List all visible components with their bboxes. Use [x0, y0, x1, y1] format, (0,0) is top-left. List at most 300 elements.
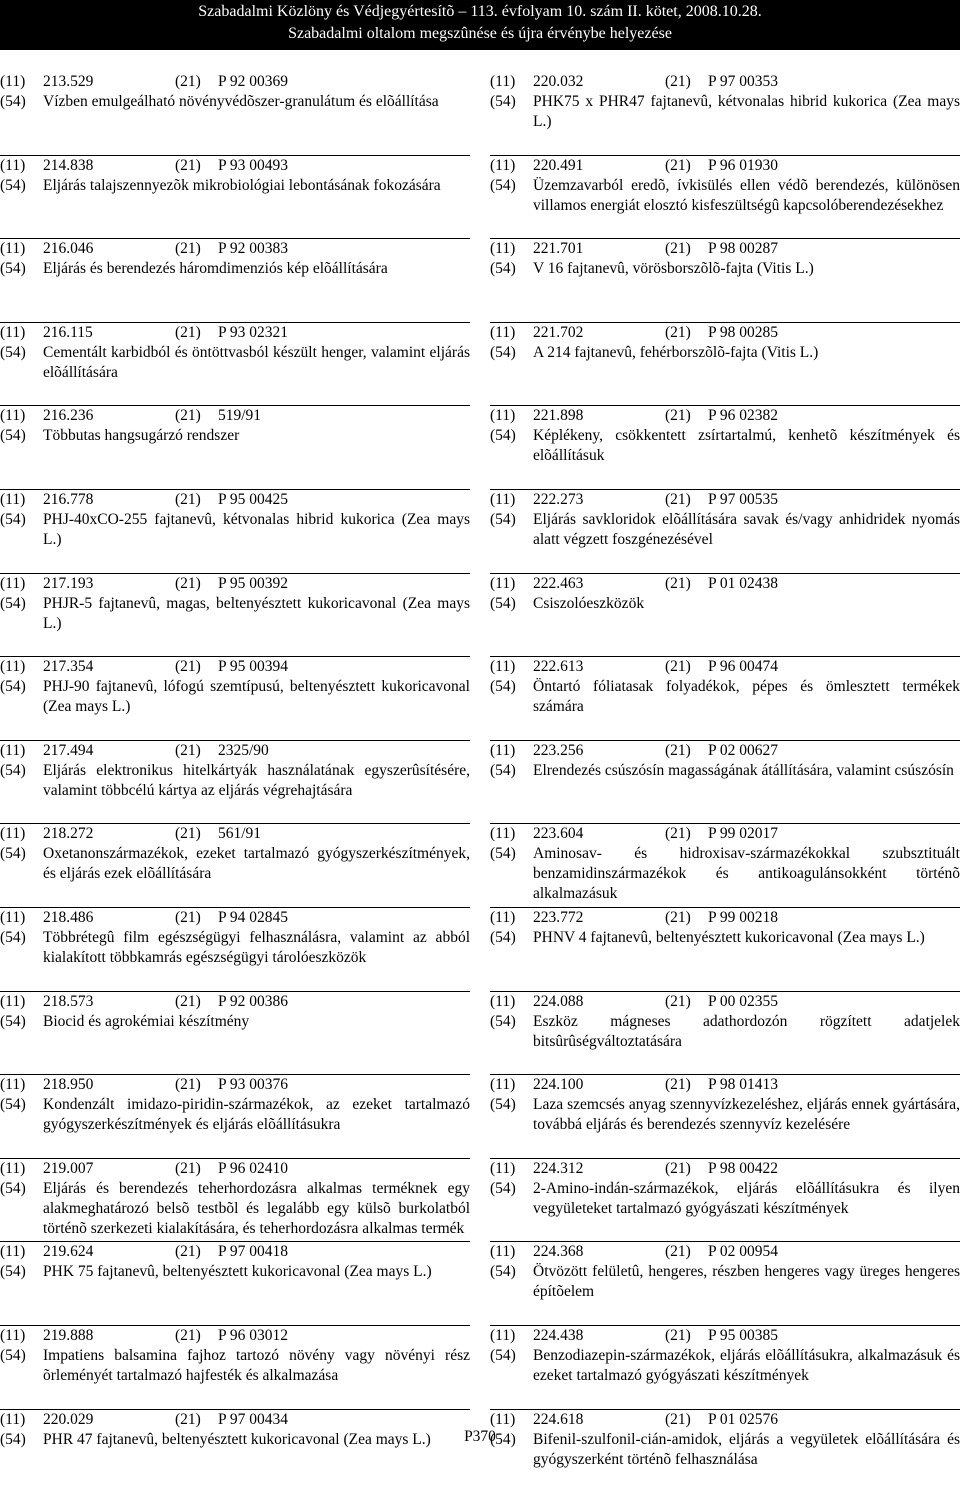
code-11-label: (11) — [0, 490, 25, 510]
patent-title: Eljárás és berendezés háromdimenziós kép elõállítására — [43, 259, 470, 279]
patent-number: 222.273 — [533, 490, 583, 510]
code-21-label: (21) — [665, 992, 691, 1012]
code-54-label: (54) — [490, 426, 516, 446]
code-11-label: (11) — [0, 323, 25, 343]
code-11-label: (11) — [0, 1242, 25, 1262]
patent-title: 2-Amino-indán-származékok, eljárás elõállításukra és ilyen vegyületeket tartalmazó gyógyászati készítmények — [533, 1179, 960, 1219]
code-21-label: (21) — [665, 824, 691, 844]
application-number: P 95 00394 — [218, 657, 288, 677]
code-21-label: (21) — [175, 323, 201, 343]
application-number: P 95 00425 — [218, 490, 288, 510]
patent-title-line — [490, 1095, 960, 1135]
patent-entry — [0, 992, 470, 1076]
patent-title: Oxetanonszármazékok, ezeket tartalmazó gyógyszerkészítmények, és eljárás ezek elõállítására — [43, 844, 470, 884]
patent-number-line — [0, 574, 470, 594]
patent-number-line — [490, 1159, 960, 1179]
patent-entry — [490, 1326, 960, 1410]
patent-number: 223.256 — [533, 741, 583, 761]
patent-number: 218.573 — [43, 992, 93, 1012]
page-number: P370 — [0, 1428, 960, 1446]
patent-title: PHK 75 fajtanevû, beltenyésztett kukoricavonal (Zea mays L.) — [43, 1262, 470, 1282]
patent-number: 221.702 — [533, 323, 583, 343]
code-54-label: (54) — [490, 594, 516, 614]
patent-number: 219.624 — [43, 1242, 93, 1262]
patent-title-line — [490, 176, 960, 216]
code-54-label: (54) — [0, 176, 26, 196]
application-number: P 93 02321 — [218, 323, 288, 343]
code-54-label: (54) — [0, 844, 26, 864]
application-number: P 94 02845 — [218, 908, 288, 928]
patent-title: Képlékeny, csökkentett zsírtartalmú, kenhetõ készítmények és elõállításuk — [533, 426, 960, 466]
patent-title-line — [0, 343, 470, 383]
code-21-label: (21) — [175, 1326, 201, 1346]
code-54-label: (54) — [490, 1430, 516, 1450]
application-number: P 96 00474 — [708, 657, 778, 677]
patent-entry — [0, 1075, 470, 1159]
code-54-label: (54) — [0, 1012, 26, 1032]
application-number: P 95 00385 — [708, 1326, 778, 1346]
patent-title-line — [0, 1262, 470, 1282]
patent-title: V 16 fajtanevû, vörösborszõlõ-fajta (Vitis L.) — [533, 259, 960, 279]
patent-title: Eljárás savkloridok elõállítására savak és/vagy anhidridek nyomás alatt végzett foszgénezésével — [533, 510, 960, 550]
patent-number: 213.529 — [43, 72, 93, 92]
code-11-label: (11) — [490, 1075, 515, 1095]
patent-entry — [490, 72, 960, 156]
patent-number: 216.115 — [43, 323, 93, 343]
code-21-label: (21) — [175, 992, 201, 1012]
patent-number-line — [0, 323, 470, 343]
code-54-label: (54) — [0, 677, 26, 697]
patent-number-line — [490, 741, 960, 761]
patent-number-line — [0, 1159, 470, 1179]
code-11-label: (11) — [0, 824, 25, 844]
code-21-label: (21) — [175, 239, 201, 259]
code-11-label: (11) — [490, 239, 515, 259]
patent-number: 223.772 — [533, 908, 583, 928]
patent-number: 220.029 — [43, 1410, 93, 1430]
patent-title: Többrétegû film egészségügyi felhasználásra, valamint az abból kialakított többkamrás egészségügyi tárolóeszközök — [43, 928, 470, 968]
code-54-label: (54) — [490, 928, 516, 948]
patent-title-line — [0, 176, 470, 196]
code-54-label: (54) — [490, 259, 516, 279]
patent-number-line — [490, 657, 960, 677]
code-54-label: (54) — [490, 844, 516, 864]
patent-title-line — [0, 510, 470, 550]
patent-number: 222.463 — [533, 574, 583, 594]
patent-entry — [490, 239, 960, 323]
patent-number-line — [0, 406, 470, 426]
code-54-label: (54) — [0, 426, 26, 446]
patent-number-line — [0, 490, 470, 510]
code-54-label: (54) — [490, 1012, 516, 1032]
code-21-label: (21) — [175, 406, 201, 426]
patent-title: Cementált karbidból és öntöttvasból készült henger, valamint eljárás elõállítására — [43, 343, 470, 383]
code-11-label: (11) — [490, 1242, 515, 1262]
patent-number: 221.701 — [533, 239, 583, 259]
code-11-label: (11) — [0, 574, 25, 594]
patent-number-line — [0, 1410, 470, 1430]
code-54-label: (54) — [0, 1179, 26, 1199]
application-number: P 01 02576 — [708, 1410, 778, 1430]
patent-number: 218.950 — [43, 1075, 93, 1095]
code-21-label: (21) — [175, 657, 201, 677]
patent-number: 216.236 — [43, 406, 93, 426]
patent-entry — [0, 741, 470, 825]
code-11-label: (11) — [0, 1159, 25, 1179]
patent-number-line — [490, 1242, 960, 1262]
patent-number-line — [490, 323, 960, 343]
patent-number: 219.888 — [43, 1326, 93, 1346]
patent-number-line — [0, 72, 470, 92]
patent-entry — [490, 156, 960, 240]
code-11-label: (11) — [490, 908, 515, 928]
patent-number: 224.100 — [533, 1075, 583, 1095]
patent-entry — [490, 657, 960, 741]
patent-number-line — [490, 908, 960, 928]
patent-entry — [0, 1159, 470, 1243]
code-11-label: (11) — [490, 156, 515, 176]
code-11-label: (11) — [0, 1326, 25, 1346]
application-number: P 01 02438 — [708, 574, 778, 594]
code-11-label: (11) — [490, 1326, 515, 1346]
patent-title-line — [0, 928, 470, 968]
code-11-label: (11) — [490, 741, 515, 761]
application-number: P 96 02382 — [708, 406, 778, 426]
patent-title: Impatiens balsamina fajhoz tartozó növény vagy növényi rész õrleményét tartalmazó hajfesték és alkalmazása — [43, 1346, 470, 1386]
patent-title-line — [490, 1179, 960, 1219]
application-number: P 92 00386 — [218, 992, 288, 1012]
code-21-label: (21) — [665, 574, 691, 594]
patent-title-line — [0, 1346, 470, 1386]
patent-title: Eljárás és berendezés teherhordozásra alkalmas terméknek egy alakmeghatározó belsõ testbõl és legalább egy külsõ burkolatból történõ szerkezeti kialakítására, és teherhordozásra alkalmas termék — [43, 1179, 470, 1239]
code-54-label: (54) — [490, 677, 516, 697]
code-21-label: (21) — [665, 72, 691, 92]
application-number: P 97 00434 — [218, 1410, 288, 1430]
application-number: P 97 00353 — [708, 72, 778, 92]
code-11-label: (11) — [490, 1410, 515, 1430]
application-number: P 97 00535 — [708, 490, 778, 510]
patent-title-line — [0, 1179, 470, 1239]
code-11-label: (11) — [490, 574, 515, 594]
code-11-label: (11) — [490, 992, 515, 1012]
code-21-label: (21) — [175, 156, 201, 176]
code-21-label: (21) — [665, 1410, 691, 1430]
patent-title: Bifenil-szulfonil-cián-amidok, eljárás a vegyületek elõállítására és gyógyszerként történõ felhasználása — [533, 1430, 960, 1470]
patent-title-line — [490, 594, 960, 614]
patent-title: Biocid és agrokémiai készítmény — [43, 1012, 470, 1032]
code-11-label: (11) — [0, 72, 25, 92]
patent-number: 224.438 — [533, 1326, 583, 1346]
code-11-label: (11) — [490, 323, 515, 343]
code-54-label: (54) — [490, 1179, 516, 1199]
code-21-label: (21) — [175, 741, 201, 761]
patent-title: Ötvözött felületû, hengeres, részben hengeres vagy üreges hengeres építõelem — [533, 1262, 960, 1302]
code-54-label: (54) — [0, 594, 26, 614]
code-11-label: (11) — [0, 1075, 25, 1095]
patent-title: Csiszolóeszközök — [533, 594, 960, 614]
patent-number-line — [490, 992, 960, 1012]
application-number: P 00 02355 — [708, 992, 778, 1012]
code-21-label: (21) — [665, 657, 691, 677]
patent-number-line — [490, 239, 960, 259]
application-number: P 98 00422 — [708, 1159, 778, 1179]
code-21-label: (21) — [175, 1242, 201, 1262]
patent-title: Laza szemcsés anyag szennyvízkezeléshez, eljárás ennek gyártására, továbbá eljárás és berendezés szennyvíz kezelésére — [533, 1095, 960, 1135]
application-number: P 02 00627 — [708, 741, 778, 761]
patent-number: 221.898 — [533, 406, 583, 426]
code-54-label: (54) — [490, 761, 516, 781]
application-number: P 98 00287 — [708, 239, 778, 259]
patent-entry — [0, 824, 470, 908]
patent-entry — [490, 1075, 960, 1159]
code-54-label: (54) — [0, 510, 26, 530]
code-11-label: (11) — [490, 1159, 515, 1179]
code-54-label: (54) — [0, 1346, 26, 1366]
patent-title: Elrendezés csúszósín magasságának átállítására, valamint csúszósín — [533, 761, 960, 781]
application-number: P 98 00285 — [708, 323, 778, 343]
patent-title-line — [0, 677, 470, 717]
patent-entry — [490, 824, 960, 908]
patent-number-line — [490, 72, 960, 92]
code-21-label: (21) — [175, 490, 201, 510]
code-21-label: (21) — [665, 1159, 691, 1179]
patent-number-line — [490, 574, 960, 594]
code-54-label: (54) — [0, 1095, 26, 1115]
patent-title: Kondenzált imidazo-piridin-származékok, az ezeket tartalmazó gyógyszerkészítmények és eljárás elõállításukra — [43, 1095, 470, 1135]
patent-entry — [490, 1410, 960, 1493]
code-11-label: (11) — [0, 992, 25, 1012]
code-11-label: (11) — [0, 406, 25, 426]
patent-title-line — [490, 761, 960, 781]
patent-number-line — [0, 1242, 470, 1262]
patent-title: Öntartó fóliatasak folyadékok, pépes és ömlesztett termékek számára — [533, 677, 960, 717]
application-number: P 96 03012 — [218, 1326, 288, 1346]
code-54-label: (54) — [490, 1262, 516, 1282]
code-21-label: (21) — [665, 1326, 691, 1346]
patent-title: PHJ-40xCO-255 fajtanevû, kétvonalas hibrid kukorica (Zea mays L.) — [43, 510, 470, 550]
code-11-label: (11) — [0, 741, 25, 761]
code-21-label: (21) — [665, 1075, 691, 1095]
code-21-label: (21) — [665, 323, 691, 343]
patent-number-line — [0, 239, 470, 259]
code-54-label: (54) — [490, 343, 516, 363]
patent-number: 217.193 — [43, 574, 93, 594]
patent-number: 220.491 — [533, 156, 583, 176]
patent-title: PHR 47 fajtanevû, beltenyésztett kukoricavonal (Zea mays L.) — [43, 1430, 470, 1450]
left-column — [0, 72, 470, 1493]
patent-title: Aminosav- és hidroxisav-származékokkal szubsztituált benzamidinszármazékok és antikoagulánsokként történõ alkalmazásuk — [533, 844, 960, 904]
application-number: P 92 00383 — [218, 239, 288, 259]
patent-number: 217.354 — [43, 657, 93, 677]
code-11-label: (11) — [0, 1410, 25, 1430]
patent-entry — [0, 657, 470, 741]
patent-entry — [490, 908, 960, 992]
patent-number-line — [490, 1326, 960, 1346]
application-number: P 93 00493 — [218, 156, 288, 176]
code-11-label: (11) — [490, 824, 515, 844]
patent-title-line — [490, 928, 960, 948]
code-21-label: (21) — [175, 574, 201, 594]
patent-title: Eljárás elektronikus hitelkártyák használatának egyszerûsítésére, valamint többcélú kártya az eljárás végrehajtására — [43, 761, 470, 801]
patent-entry — [0, 323, 470, 407]
patent-number: 224.368 — [533, 1242, 583, 1262]
patent-title-line — [490, 426, 960, 466]
patent-number-line — [0, 908, 470, 928]
patent-entry — [0, 1242, 470, 1326]
patent-title-line — [0, 426, 470, 446]
journal-title: Szabadalmi Közlöny és Védjegyértesítõ – 113. évfolyam 10. szám II. kötet, 2008.10.28. — [0, 2, 960, 22]
patent-number: 216.778 — [43, 490, 93, 510]
patent-entry — [490, 1159, 960, 1243]
patent-entry — [0, 490, 470, 574]
code-54-label: (54) — [0, 761, 26, 781]
application-number: P 93 00376 — [218, 1075, 288, 1095]
code-11-label: (11) — [490, 72, 515, 92]
code-54-label: (54) — [0, 259, 26, 279]
code-11-label: (11) — [0, 657, 25, 677]
code-11-label: (11) — [0, 908, 25, 928]
application-number: P 99 02017 — [708, 824, 778, 844]
section-title: Szabadalmi oltalom megszûnése és újra érvénybe helyezése — [0, 24, 960, 44]
patent-number: 220.032 — [533, 72, 583, 92]
patent-title-line — [490, 510, 960, 550]
patent-number: 222.613 — [533, 657, 583, 677]
patent-title: PHK75 x PHR47 fajtanevû, kétvonalas hibrid kukorica (Zea mays L.) — [533, 92, 960, 132]
patent-number-line — [0, 741, 470, 761]
patent-title-line — [490, 1262, 960, 1302]
code-54-label: (54) — [490, 92, 516, 112]
application-number: P 98 01413 — [708, 1075, 778, 1095]
application-number: P 02 00954 — [708, 1242, 778, 1262]
code-54-label: (54) — [490, 1095, 516, 1115]
patent-number: 223.604 — [533, 824, 583, 844]
patent-title: Eljárás talajszennyezõk mikrobiológiai lebontásának fokozására — [43, 176, 470, 196]
code-54-label: (54) — [490, 176, 516, 196]
patent-number-line — [0, 824, 470, 844]
patent-title: Többutas hangsugárzó rendszer — [43, 426, 470, 446]
patent-number-line — [0, 657, 470, 677]
code-21-label: (21) — [175, 1159, 201, 1179]
application-number: P 96 01930 — [708, 156, 778, 176]
patent-entry — [0, 908, 470, 992]
patent-entry — [0, 1326, 470, 1410]
code-21-label: (21) — [175, 1410, 201, 1430]
patent-title-line — [490, 677, 960, 717]
patent-title-line — [0, 1012, 470, 1032]
patent-number-line — [0, 156, 470, 176]
patent-entry — [0, 1410, 470, 1493]
code-11-label: (11) — [0, 156, 25, 176]
application-number: P 97 00418 — [218, 1242, 288, 1262]
code-11-label: (11) — [490, 406, 515, 426]
patent-entry — [0, 72, 470, 156]
application-number: P 99 00218 — [708, 908, 778, 928]
patent-title-line — [490, 259, 960, 279]
patent-entry — [0, 406, 470, 490]
patent-entry — [0, 574, 470, 658]
application-number: 561/91 — [218, 824, 261, 844]
code-21-label: (21) — [665, 908, 691, 928]
code-21-label: (21) — [665, 1242, 691, 1262]
patent-title-line — [0, 594, 470, 634]
code-54-label: (54) — [490, 1346, 516, 1366]
patent-number-line — [490, 406, 960, 426]
patent-number: 224.088 — [533, 992, 583, 1012]
patent-title: PHNV 4 fajtanevû, beltenyésztett kukoricavonal (Zea mays L.) — [533, 928, 960, 948]
patent-entry — [0, 239, 470, 323]
patent-title-line — [0, 259, 470, 279]
patent-title-line — [490, 343, 960, 363]
patent-number: 218.486 — [43, 908, 93, 928]
code-11-label: (11) — [490, 490, 515, 510]
patent-title-line — [0, 92, 470, 112]
patent-title-line — [0, 844, 470, 884]
patent-title: Benzodiazepin-származékok, eljárás elõállításukra, alkalmazásuk és ezeket tartalmazó gyógyászati készítmények — [533, 1346, 960, 1386]
code-54-label: (54) — [0, 343, 26, 363]
code-21-label: (21) — [175, 1075, 201, 1095]
patent-entry — [0, 156, 470, 240]
application-number: P 95 00392 — [218, 574, 288, 594]
patent-entry — [490, 992, 960, 1076]
code-54-label: (54) — [490, 510, 516, 530]
patent-number-line — [0, 992, 470, 1012]
code-54-label: (54) — [0, 92, 26, 112]
patent-entry — [490, 741, 960, 825]
patent-number: 216.046 — [43, 239, 93, 259]
patent-number: 217.494 — [43, 741, 93, 761]
patent-title: Vízben emulgeálható növényvédõszer-granulátum és elõállítása — [43, 92, 470, 112]
patent-title-line — [490, 844, 960, 904]
patent-title: Eszköz mágneses adathordozón rögzített adatjelek bitsûrûségváltoztatására — [533, 1012, 960, 1052]
patent-number: 224.312 — [533, 1159, 583, 1179]
application-number: P 96 02410 — [218, 1159, 288, 1179]
patent-number: 224.618 — [533, 1410, 583, 1430]
patent-entry — [490, 323, 960, 407]
code-21-label: (21) — [175, 72, 201, 92]
application-number: 519/91 — [218, 406, 261, 426]
application-number: 2325/90 — [218, 741, 269, 761]
patent-title-line — [0, 761, 470, 801]
patent-entry — [490, 1242, 960, 1326]
patent-number-line — [0, 1075, 470, 1095]
code-21-label: (21) — [665, 741, 691, 761]
code-11-label: (11) — [0, 239, 25, 259]
patent-number-line — [490, 490, 960, 510]
patent-title-line — [0, 1095, 470, 1135]
patent-title: PHJ-90 fajtanevû, lófogú szemtípusú, beltenyésztett kukoricavonal (Zea mays L.) — [43, 677, 470, 717]
patent-number-line — [0, 1326, 470, 1346]
patent-title-line — [490, 1012, 960, 1052]
page-header — [0, 0, 960, 50]
code-21-label: (21) — [665, 156, 691, 176]
code-11-label: (11) — [490, 657, 515, 677]
patent-entry — [490, 490, 960, 574]
code-54-label: (54) — [0, 928, 26, 948]
code-21-label: (21) — [665, 239, 691, 259]
application-number: P 92 00369 — [218, 72, 288, 92]
patent-number-line — [490, 824, 960, 844]
code-21-label: (21) — [665, 406, 691, 426]
patent-title-line — [490, 92, 960, 132]
patent-title: PHJR-5 fajtanevû, magas, beltenyésztett kukoricavonal (Zea mays L.) — [43, 594, 470, 634]
right-column — [490, 72, 960, 1493]
patent-number: 214.838 — [43, 156, 93, 176]
code-54-label: (54) — [0, 1262, 26, 1282]
patent-number: 218.272 — [43, 824, 93, 844]
patent-entry — [490, 574, 960, 658]
patent-title-line — [490, 1346, 960, 1386]
patent-number-line — [490, 1410, 960, 1430]
